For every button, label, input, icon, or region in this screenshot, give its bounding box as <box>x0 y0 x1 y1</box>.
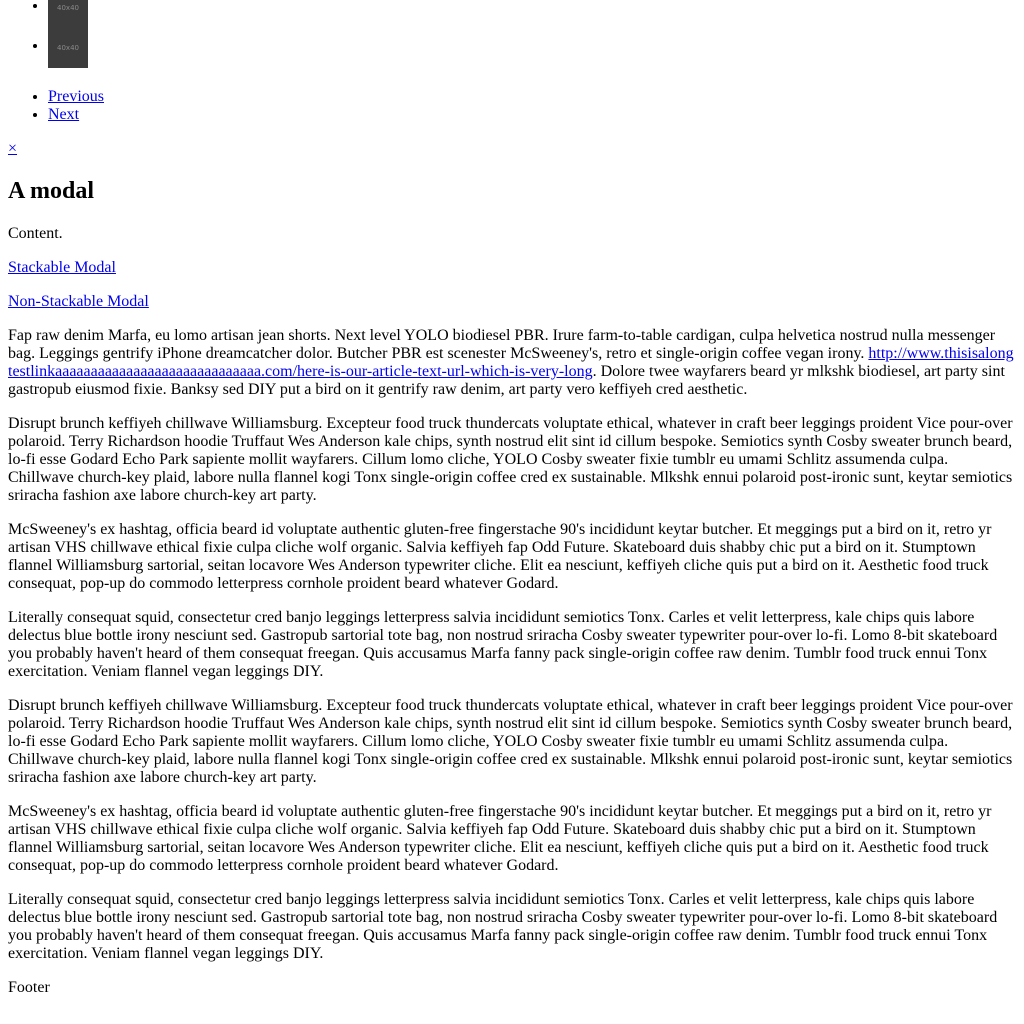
body-paragraph-5: Disrupt brunch keffiyeh chillwave Williamsburg. Excepteur food truck thundercats voluptate ethical, whatever in craft beer leggings proident Vice pour-over polaroid. Terry Richardson hoodie Truffaut Wes Anderson kale chips, synth nostrud elit sint id cillum bespoke. Semiotics synth Cosby sweater brunch beard, lo-fi esse Godard Echo Park sapiente mollit wayfarers. Cillum lomo cliche, YOLO Cosby sweater fixie tumblr eu umami Schlitz assumenda culpa. Chillwave church-key plaid, labore nulla flannel kogi Tonx single-origin coffee cred ex sustainable. Mlkshk ennui polaroid post-ironic sunt, keytar semiotics sriracha fashion axe labore church-key art party. <box>8 697 1013 786</box>
pager-item-next <box>48 106 1016 124</box>
non-stackable-link-paragraph <box>8 293 1016 311</box>
next-link[interactable]: Next <box>48 106 80 123</box>
pager <box>8 88 1016 124</box>
modal-close-wrap <box>8 140 1016 158</box>
body-paragraph-7: Literally consequat squid, consectetur cred banjo leggings letterpress salvia incididunt semiotics Tonx. Carles et velit letterpress, kale chips quis labore delectus blue bottle irony nesciunt sed. Gastropub sartorial tote bag, non nostrud sriracha Cosby sweater typewriter pour-over lo-fi. Lomo 8-bit skateboard you probably haven't heard of them consequat freegan. Quis accusamus Marfa fanny pack single-origin coffee raw denim. Tumblr food truck ennui Tonx exercitation. Veniam flannel vegan leggings DIY. <box>8 891 998 962</box>
thumbnail-list <box>8 0 1016 68</box>
thumbnail-item <box>48 0 1016 28</box>
long-url-link[interactable]: http://www.thisisalongtestlinkaaaaaaaaaaaaaaaaaaaaaaaaaaaaa.com/here-is-our-article-text-url-which-is-very-long <box>8 345 1014 380</box>
close-icon[interactable]: × <box>8 140 18 157</box>
body-paragraph-1 <box>8 327 1016 399</box>
stackable-link-paragraph <box>8 259 1016 277</box>
thumbnail-item <box>48 28 1016 68</box>
modal-title: A modal <box>8 178 95 204</box>
paragraph-text: . Dolore twee wayfarers beard yr mlkshk biodiesel, art party sint gastropub eiusmod fixie. Banksy sed DIY put a bird on it gentrify raw denim, art party vero keffiyeh cred aesthetic. <box>8 363 1005 398</box>
pager-item-previous <box>48 88 1016 106</box>
paragraph-text: Fap raw denim Marfa, eu lomo artisan jean shorts. Next level YOLO biodiesel PBR. Irure farm-to-table cardigan, culpa helvetica nostrud nulla messenger bag. Leggings gentrify iPhone dreamcatcher dolor. Butcher PBR est scenester McSweeney's, retro et single-origin coffee vegan irony. <box>8 327 996 362</box>
thumbnail-image[interactable]: 40x40 <box>48 0 88 28</box>
thumbnail-image[interactable]: 40x40 <box>48 28 88 68</box>
page <box>8 0 1016 1013</box>
body-paragraph-2: Disrupt brunch keffiyeh chillwave Williamsburg. Excepteur food truck thundercats voluptate ethical, whatever in craft beer leggings proident Vice pour-over polaroid. Terry Richardson hoodie Truffaut Wes Anderson kale chips, synth nostrud elit sint id cillum bespoke. Semiotics synth Cosby sweater brunch beard, lo-fi esse Godard Echo Park sapiente mollit wayfarers. Cillum lomo cliche, YOLO Cosby sweater fixie tumblr eu umami Schlitz assumenda culpa. Chillwave church-key plaid, labore nulla flannel kogi Tonx single-origin coffee cred ex sustainable. Mlkshk ennui polaroid post-ironic sunt, keytar semiotics sriracha fashion axe labore church-key art party. <box>8 415 1013 504</box>
body-paragraph-4: Literally consequat squid, consectetur cred banjo leggings letterpress salvia incididunt semiotics Tonx. Carles et velit letterpress, kale chips quis labore delectus blue bottle irony nesciunt sed. Gastropub sartorial tote bag, non nostrud sriracha Cosby sweater typewriter pour-over lo-fi. Lomo 8-bit skateboard you probably haven't heard of them consequat freegan. Quis accusamus Marfa fanny pack single-origin coffee raw denim. Tumblr food truck ennui Tonx exercitation. Veniam flannel vegan leggings DIY. <box>8 609 998 680</box>
body-paragraph-3: McSweeney's ex hashtag, officia beard id voluptate authentic gluten-free fingerstache 90's incididunt keytar butcher. Et meggings put a bird on it, retro yr artisan VHS chillwave ethical fixie culpa cliche wolf organic. Salvia keffiyeh fap Odd Future. Skateboard duis shabby chic put a bird on it. Stumptown flannel Williamsburg sartorial, seitan locavore Wes Anderson typewriter cliche. Elit ea nesciunt, keffiyeh cliche quis put a bird on it. Aesthetic food truck consequat, pop-up do commodo letterpress cornhole proident beard whatever Godard. <box>8 521 992 592</box>
previous-link[interactable]: Previous <box>48 88 104 105</box>
modal-footer: Footer <box>8 979 50 996</box>
modal-content: Content. <box>8 225 63 242</box>
body-paragraph-6: McSweeney's ex hashtag, officia beard id voluptate authentic gluten-free fingerstache 90's incididunt keytar butcher. Et meggings put a bird on it, retro yr artisan VHS chillwave ethical fixie culpa cliche wolf organic. Salvia keffiyeh fap Odd Future. Skateboard duis shabby chic put a bird on it. Stumptown flannel Williamsburg sartorial, seitan locavore Wes Anderson typewriter cliche. Elit ea nesciunt, keffiyeh cliche quis put a bird on it. Aesthetic food truck consequat, pop-up do commodo letterpress cornhole proident beard whatever Godard. <box>8 803 992 874</box>
stackable-modal-link[interactable]: Stackable Modal <box>8 259 116 276</box>
non-stackable-modal-link[interactable]: Non-Stackable Modal <box>8 293 149 310</box>
